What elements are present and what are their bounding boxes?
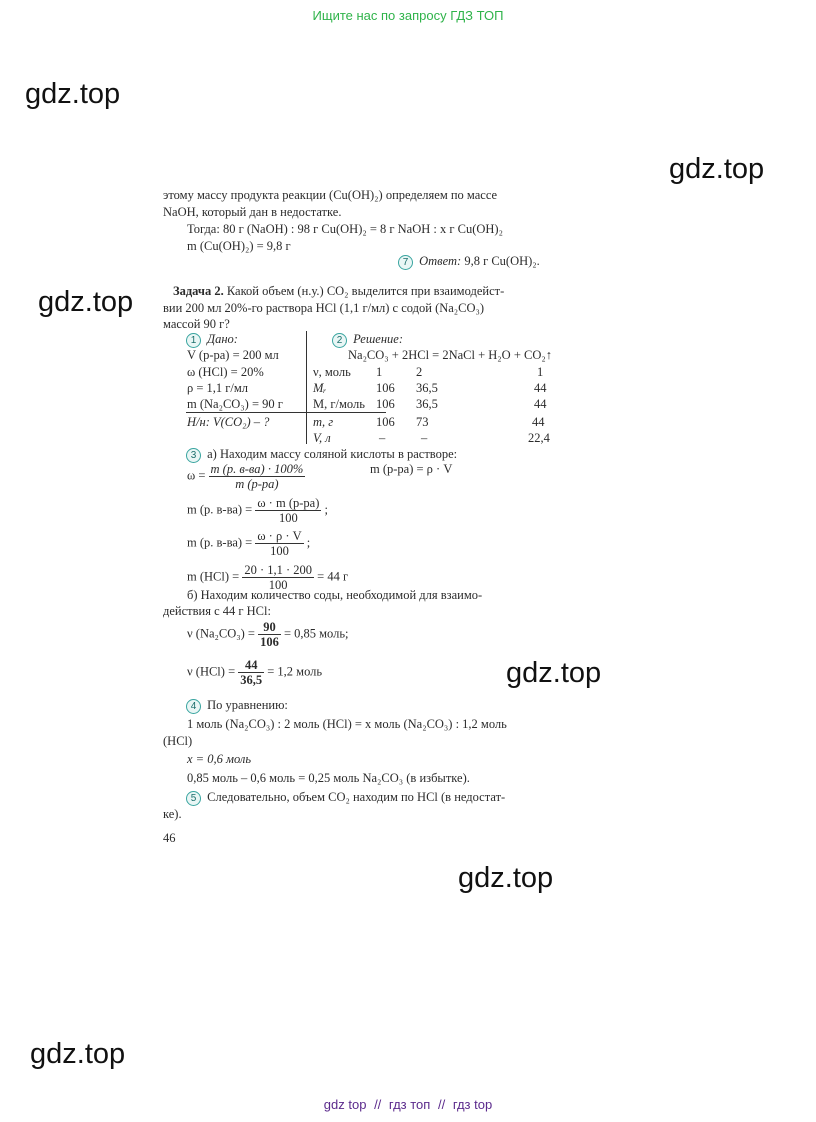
formula-mass: m (р-ра) = ρ · V — [370, 462, 453, 476]
step-title — [186, 697, 288, 714]
watermark: gdz.top — [30, 1038, 126, 1070]
text-line: действия с 44 г HCl: — [163, 604, 271, 618]
fraction — [255, 529, 303, 558]
table-cell: 44 — [532, 415, 545, 429]
formula-omega — [187, 462, 305, 491]
fraction-denominator: m (р-ра) — [235, 477, 279, 491]
table-cell: – — [421, 431, 428, 445]
fraction-numerator: ω · m (р-ра) — [257, 496, 320, 510]
text-line: 0,85 моль – 0,6 моль = 0,25 моль Na₂CO₃ (в избытке). — [187, 771, 470, 785]
formula-tail: = 0,85 моль; — [283, 626, 349, 641]
watermark: gdz.top — [669, 153, 765, 185]
fraction-denominator: 100 — [278, 511, 298, 525]
text-line: (HCl) — [163, 734, 193, 748]
fraction — [238, 658, 264, 687]
task-label: Задача 2. — [173, 284, 224, 298]
fraction — [209, 462, 306, 491]
given-row: V (р-ра) = 200 мл — [187, 348, 279, 362]
table-cell: 36,5 — [416, 381, 438, 395]
page-number: 46 — [163, 831, 176, 845]
solution-header — [332, 331, 403, 348]
fraction — [258, 620, 281, 649]
formula-tail: ; — [306, 535, 311, 550]
text-line: б) Находим количество соды, необходимой для взаимо- — [187, 588, 483, 602]
formula-lhs: m (HCl) = — [187, 569, 240, 584]
formula-lhs: ν (HCl) = — [187, 664, 236, 679]
watermark: gdz.top — [38, 286, 134, 318]
formula-lhs: m (р. в-ва) = — [187, 535, 253, 550]
table-cell: 106 — [376, 397, 395, 411]
formula-tail: = 44 г — [317, 569, 349, 584]
footer-link[interactable]: gdz top — [323, 1097, 367, 1112]
step-title-text: По уравнению: — [207, 698, 288, 712]
step-number-badge: 5 — [186, 791, 201, 806]
fraction-numerator: 20 · 1,1 · 200 — [244, 563, 313, 577]
step-number-badge: 4 — [186, 699, 201, 714]
intro-line: m (Cu(OH)₂) = 9,8 г — [187, 239, 291, 253]
table-cell: 73 — [416, 415, 429, 429]
table-cell: – — [379, 431, 386, 445]
divider — [306, 412, 386, 413]
table-cell: 106 — [376, 381, 395, 395]
fraction-numerator: ω · ρ · V — [257, 529, 302, 543]
watermark: gdz.top — [25, 78, 121, 110]
formula — [187, 496, 328, 525]
footer-links — [0, 1097, 816, 1112]
formula-lhs: ν (Na₂CO₃) = — [187, 626, 255, 641]
fraction-numerator: m (р. в-ва) · 100% — [210, 462, 304, 476]
formula-lhs: m (р. в-ва) = — [187, 502, 253, 517]
table-cell: 44 — [534, 381, 547, 395]
footer-link[interactable]: гдз top — [452, 1097, 493, 1112]
formula-lhs: ω = — [187, 468, 206, 483]
fraction-numerator: 90 — [258, 620, 281, 635]
intro-line: этому массу продукта реакции (Cu(OH)₂) определяем по массе — [163, 188, 498, 202]
watermark: gdz.top — [458, 862, 554, 894]
solution-label: Решение: — [353, 332, 404, 346]
table-row-label: Mᵣ — [313, 381, 327, 395]
table-row-label: ν, моль — [313, 365, 351, 379]
footer-separator: // — [374, 1097, 382, 1112]
given-row: ω (HCl) = 20% — [187, 365, 264, 379]
table-cell: 106 — [376, 415, 395, 429]
step-number-badge: 1 — [186, 333, 201, 348]
task-line: вии 200 мл 20%-го раствора HCl (1,1 г/мл) с содой (Na₂CO₃) — [163, 301, 485, 315]
text-line: x = 0,6 моль — [187, 752, 252, 766]
given-row: m (Na₂CO₃) = 90 г — [187, 397, 283, 411]
step-number-badge: 2 — [332, 333, 347, 348]
divider — [306, 331, 307, 444]
text-line: ке). — [163, 807, 182, 821]
fraction-denominator: 100 — [268, 578, 288, 592]
formula-tail: ; — [324, 502, 328, 517]
given-find: Н/н: V(CO₂) – ? — [187, 415, 270, 429]
task-text: Какой объем (н.у.) CO₂ выделится при взаимодейст- — [226, 284, 505, 298]
text-line: 1 моль (Na₂CO₃) : 2 моль (HCl) = x моль (Na₂CO₃) : 1,2 моль — [187, 717, 507, 731]
table-row-label: m, г — [313, 415, 334, 429]
footer-link[interactable]: гдз топ — [388, 1097, 431, 1112]
table-cell: 36,5 — [416, 397, 438, 411]
fraction-numerator: 44 — [238, 658, 264, 673]
formula-tail: = 1,2 моль — [267, 664, 323, 679]
fraction — [255, 496, 321, 525]
given-header — [186, 331, 238, 348]
table-row-label: V, л — [313, 431, 331, 445]
step-number-badge: 7 — [398, 255, 413, 270]
formula — [187, 529, 310, 558]
footer-separator: // — [437, 1097, 446, 1112]
step-title-text: а) Находим массу соляной кислоты в растворе: — [207, 447, 458, 461]
step-title-text: Следовательно, объем CO₂ находим по HCl (в недостат- — [207, 790, 506, 804]
table-cell: 1 — [376, 365, 383, 379]
divider — [186, 412, 306, 413]
given-row: ρ = 1,1 г/мл — [187, 381, 249, 395]
formula — [187, 620, 349, 649]
reaction-equation: Na₂CO₃ + 2HCl = 2NaCl + H₂O + CO₂↑ — [348, 348, 552, 362]
fraction-denominator: 36,5 — [240, 673, 263, 687]
intro-line: Тогда: 80 г (NaOH) : 98 г Cu(OH)₂ = 8 г NaOH : x г Cu(OH)₂ — [187, 222, 503, 236]
task-line: массой 90 г? — [163, 317, 230, 331]
formula — [187, 658, 322, 687]
top-note: Ищите нас по запросу ГДЗ ТОП — [312, 8, 504, 23]
table-row-label: M, г/моль — [313, 397, 365, 411]
answer-text: 9,8 г Cu(OH)₂. — [464, 254, 540, 268]
intro-line: NaOH, который дан в недостатке. — [163, 205, 342, 219]
given-label: Дано: — [207, 332, 238, 346]
table-cell: 2 — [416, 365, 423, 379]
step-number-badge: 3 — [186, 448, 201, 463]
step-title — [186, 789, 505, 806]
table-cell: 1 — [537, 365, 544, 379]
watermark: gdz.top — [506, 657, 602, 689]
task-line — [173, 283, 504, 299]
table-cell: 22,4 — [528, 431, 550, 445]
fraction-denominator: 100 — [270, 544, 289, 558]
table-cell: 44 — [534, 397, 547, 411]
answer — [398, 253, 540, 270]
fraction-denominator: 106 — [260, 635, 279, 649]
answer-label: Ответ: — [419, 254, 462, 268]
